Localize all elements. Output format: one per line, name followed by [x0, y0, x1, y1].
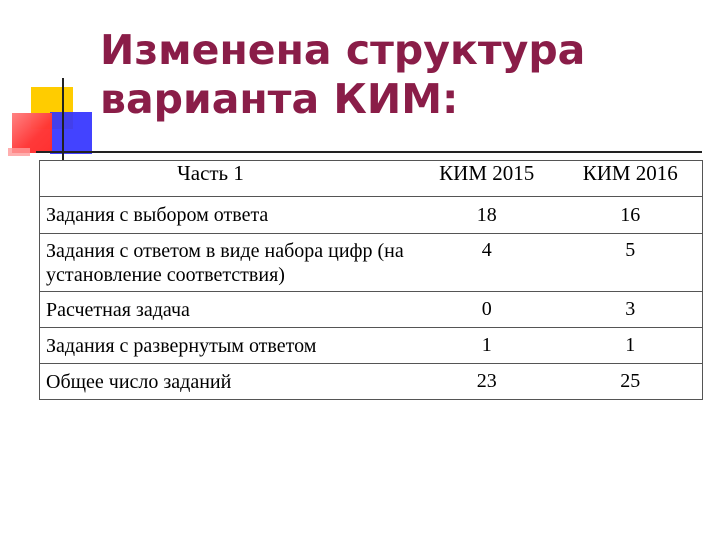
table-row: [40, 328, 703, 364]
header-part-1: Часть 1: [177, 161, 244, 185]
table-row: [40, 197, 703, 234]
cell-kim-2015: 1: [415, 328, 559, 364]
cell-kim-2015: 23: [415, 364, 559, 400]
decor-square-pink: [8, 148, 30, 156]
slide-title-line2: варианта КИМ:: [100, 75, 459, 123]
decor-square-red-highlight: [12, 113, 52, 153]
table-row: [40, 364, 703, 400]
cell-kim-2016: 3: [558, 292, 702, 328]
table-row: [40, 292, 703, 328]
table-row: [40, 234, 703, 292]
cell-kim-2016: 1: [558, 328, 702, 364]
header-kim-2016: КИМ 2016: [582, 161, 678, 185]
decor-square-blue: [50, 112, 92, 154]
cell-kim-2015: 18: [415, 197, 559, 234]
cell-kim-2016: 5: [558, 234, 702, 292]
title-divider-line: [36, 151, 702, 153]
row-label: Общее число заданий: [40, 364, 415, 400]
kim-comparison-table: [39, 160, 703, 400]
row-label: Задания с ответом в виде набора цифр (на установление соответствия): [40, 234, 415, 292]
row-label: Задания с выбором ответа: [40, 197, 415, 234]
header-kim-2015: КИМ 2015: [439, 161, 535, 185]
row-label: Задания с развернутым ответом: [40, 328, 415, 364]
table-header-row: [40, 161, 703, 197]
slide-title-line1: Изменена структура: [100, 26, 586, 74]
cell-kim-2016: 25: [558, 364, 702, 400]
cell-kim-2015: 4: [415, 234, 559, 292]
decor-vertical-line: [62, 78, 64, 160]
slide-title: [100, 26, 585, 124]
cell-kim-2015: 0: [415, 292, 559, 328]
row-label: Расчетная задача: [40, 292, 415, 328]
cell-kim-2016: 16: [558, 197, 702, 234]
